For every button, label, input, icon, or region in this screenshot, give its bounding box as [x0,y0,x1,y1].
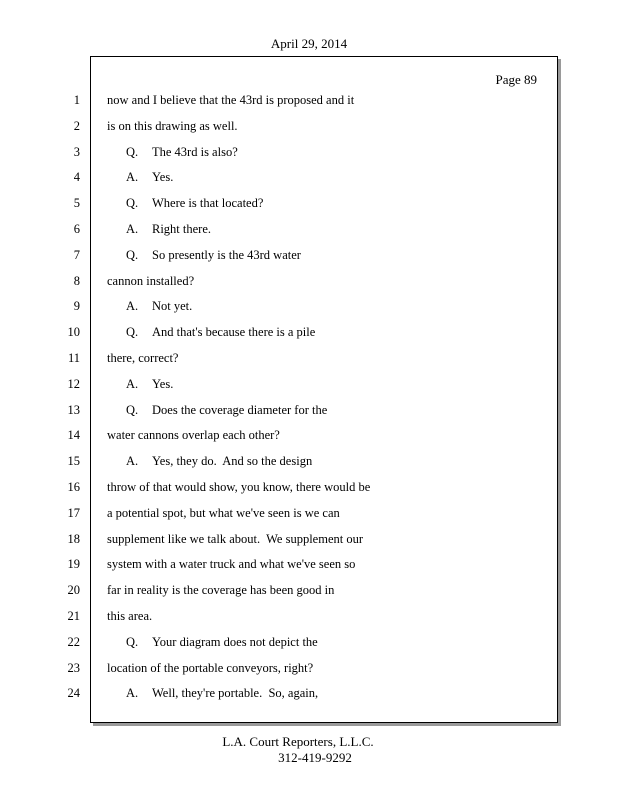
line-text: Your diagram does not depict the [152,634,318,649]
line-number: 11 [67,350,80,365]
line-text: cannon installed? [107,273,195,288]
line-number: 19 [67,557,80,572]
line-number: 2 [73,118,80,133]
speaker-label: A. [126,454,139,469]
line-text: far in reality is the coverage has been good in [107,583,335,598]
transcript-line [107,269,547,295]
transcript-line [107,191,547,217]
line-text: Well, they're portable. So, again, [152,686,319,701]
line-number: 5 [73,196,80,211]
transcript-line [107,165,547,191]
line-text: a potential spot, but what we've seen is we can [107,505,340,520]
line-number: 17 [67,505,80,520]
transcript-line [107,604,547,630]
line-text: And that's because there is a pile [152,325,316,340]
line-text: The 43rd is also? [152,144,238,159]
line-number: 4 [73,170,80,185]
line-number: 7 [73,247,80,262]
footer [0,734,618,766]
speaker-label: Q. [126,247,139,262]
speaker-label: Q. [126,325,139,340]
speaker-label: A. [126,170,139,185]
transcript-line [107,449,547,475]
speaker-label: Q. [126,634,139,649]
line-text: supplement like we talk about. We supplement our [107,531,363,546]
line-text: is on this drawing as well. [107,118,238,133]
transcript-line [107,656,547,682]
line-number: 14 [67,428,80,443]
transcript-line [107,578,547,604]
line-number: 13 [67,402,80,417]
line-number: 24 [67,686,80,701]
line-number: 12 [67,376,80,391]
transcript-line [107,114,547,140]
transcript-line [107,527,547,553]
line-text: Where is that located? [152,196,264,211]
speaker-label: A. [126,221,139,236]
footer-company: L.A. Court Reporters, L.L.C. [222,734,374,749]
line-number: 1 [73,93,80,107]
line-number: 8 [73,273,80,288]
line-text: Right there. [152,221,212,236]
speaker-label: Q. [126,144,139,159]
line-text: throw of that would show, you know, there would be [107,479,371,494]
line-number: 23 [67,660,80,675]
line-text: Yes, they do. And so the design [152,454,313,469]
footer-phone: 312-419-9292 [278,750,352,765]
speaker-label: A. [126,686,139,701]
line-text: this area. [107,608,153,623]
line-text: Yes. [152,376,174,391]
line-text: Does the coverage diameter for the [152,402,328,417]
speaker-label: Q. [126,196,139,211]
line-text: Not yet. [152,299,193,314]
transcript-line [107,140,547,166]
transcript-line [107,217,547,243]
transcript-line [107,552,547,578]
transcript-lines [107,88,547,707]
transcript-line [107,398,547,424]
line-number: 6 [73,221,80,236]
transcript-line [107,320,547,346]
transcript-line [107,372,547,398]
line-number: 15 [67,454,80,469]
line-text: Yes. [152,170,174,185]
line-text: there, correct? [107,350,179,365]
speaker-label: A. [126,376,139,391]
speaker-label: Q. [126,402,139,417]
header-date: April 29, 2014 [270,36,348,51]
line-number: 16 [67,479,80,494]
transcript-line [107,423,547,449]
line-number: 9 [73,299,80,314]
transcript-line [107,681,547,707]
line-number: 18 [67,531,80,546]
transcript-line [107,501,547,527]
line-number: 10 [67,325,80,340]
line-text: location of the portable conveyors, right? [107,660,314,675]
line-text: water cannons overlap each other? [107,428,280,443]
transcript-line [107,475,547,501]
line-text: system with a water truck and what we've seen so [107,557,356,572]
line-number: 3 [73,144,80,159]
speaker-label: A. [126,299,139,314]
line-text: now and I believe that the 43rd is proposed and it [107,93,355,107]
line-number: 22 [67,634,80,649]
transcript-line [107,346,547,372]
transcript-line [107,294,547,320]
transcript-line [107,243,547,269]
transcript-line [107,630,547,656]
line-text: So presently is the 43rd water [152,247,301,262]
line-number: 21 [67,608,80,623]
line-number-column [0,88,84,707]
line-number: 20 [67,583,80,598]
page-number: Page 89 [495,72,537,87]
transcript-line [107,88,547,114]
